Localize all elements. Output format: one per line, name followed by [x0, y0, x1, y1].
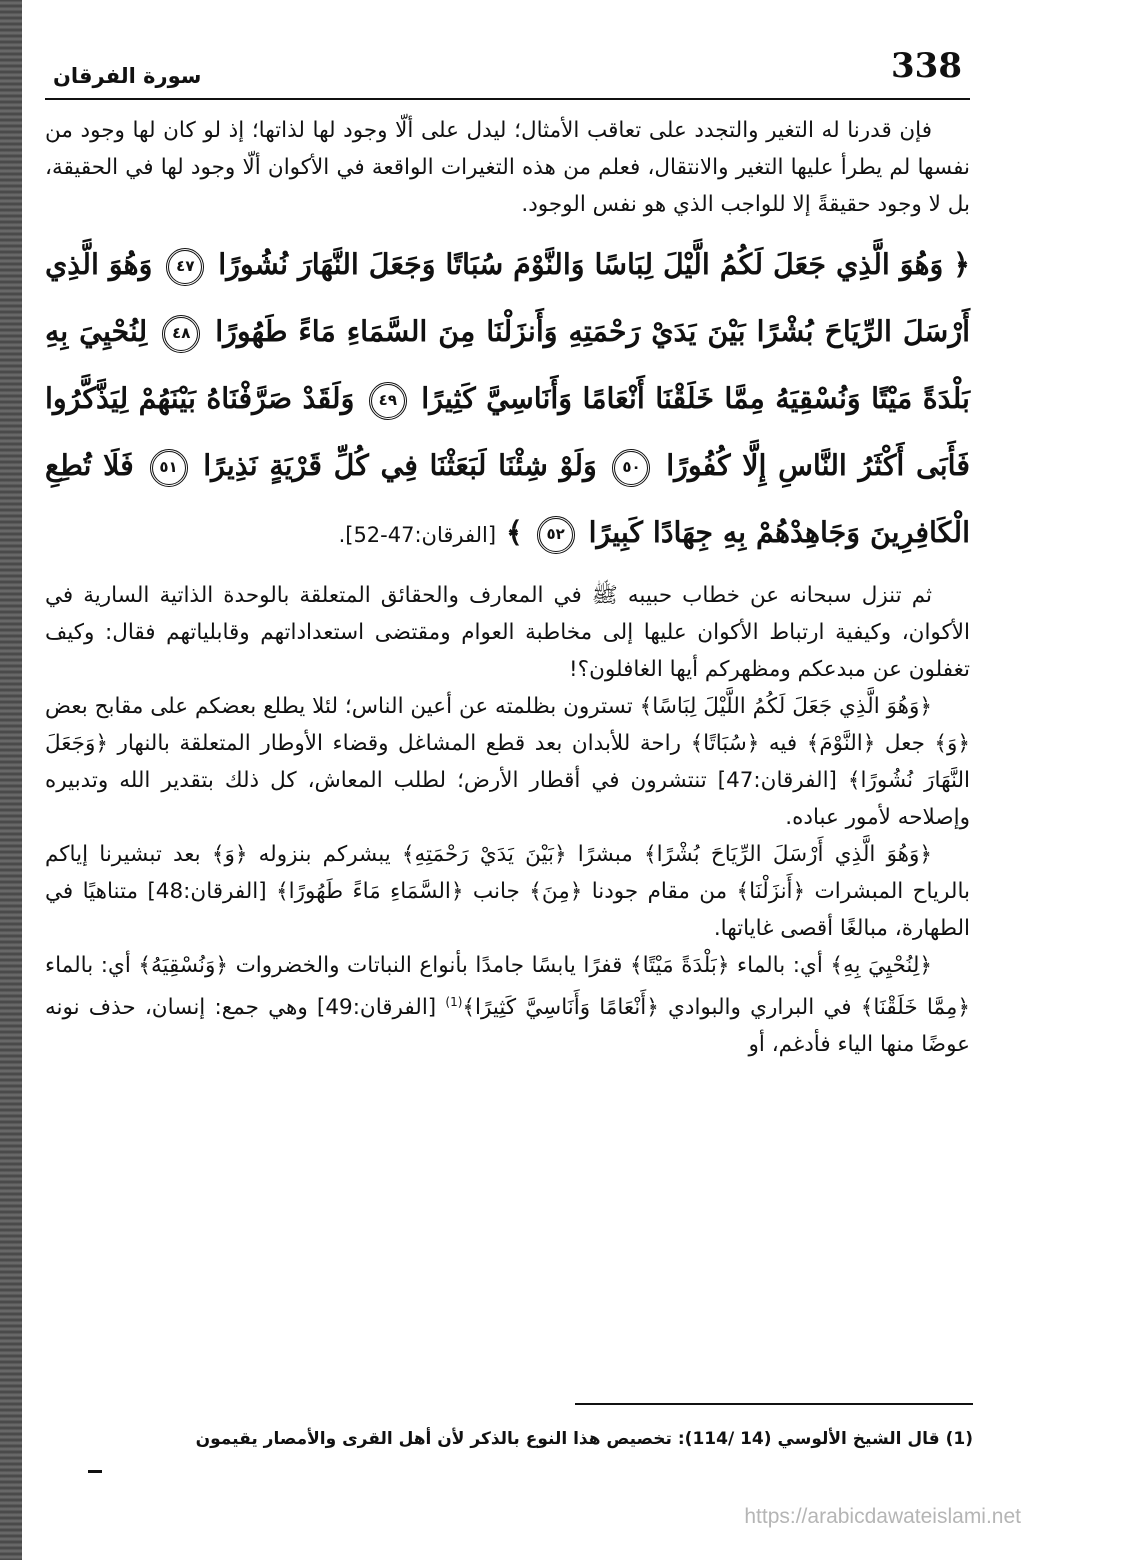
footnote: (1) قال الشيخ الألوسي (14 /114): تخصيص هذا النوع بالذكر لأن أهل القرى والأمصار يقيمون [195, 1429, 973, 1449]
verse-reference: [الفرقان:47-52]. [338, 523, 497, 547]
quran-verses-block [45, 231, 970, 569]
paragraph-text: ﴿لِنُحْيِيَ بِهِ﴾ أي: بالماء ﴿بَلْدَةً مَيْتًا﴾ قفرًا يابسًا جامدًا بأنواع النباتات والخضروات ﴿وَنُسْقِيَهُ﴾ أي: بالماء ﴿مِمَّا خَلَقْنَا﴾ في البراري والبوادي ﴿أَنْعَامًا وَأَنَاسِيَّ كَثِيرًا﴾ [45, 953, 970, 1021]
footnote-divider [575, 1403, 973, 1405]
ayah-number-marker: ٤٨ [162, 315, 200, 353]
paragraph: فإن قدرنا له التغير والتجدد على تعاقب الأمثال؛ ليدل على ألّا وجود لها لذاتها؛ إذ لو كان لها وجود من نفسها لم يطرأ عليها التغير والانتقال، فعلم من هذه التغيرات الواقعة في الأكوان ألّا وجود لها في الحقيقة، بل لا وجود حقيقةً إلا للواجب الذي هو نفس الوجود. [45, 118, 970, 217]
verse-text: وَلَقَدْ صَرَّفْنَاهُ بَيْنَهُمْ لِيَذَّكَّرُوا فَأَبَى أَكْثَرُ النَّاسِ إِلَّا كُفُورًا [45, 381, 970, 482]
scan-edge-shadow [0, 0, 22, 1560]
page-number: 338 [891, 46, 962, 86]
running-title: سورة الفرقان [53, 64, 202, 88]
verse-text: وَهُوَ الَّذِي أَرْسَلَ الرِّيَاحَ بُشْرًا بَيْنَ يَدَيْ رَحْمَتِهِ وَأَنزَلْنَا مِنَ السَّمَاءِ مَاءً طَهُورًا [45, 247, 970, 348]
paragraph [45, 947, 970, 1063]
ayah-number-marker: ٥٠ [612, 449, 650, 487]
page-header [45, 42, 970, 100]
verse-text: لِنُحْيِيَ بِهِ بَلْدَةً مَيْتًا وَنُسْقِيَهُ مِمَّا خَلَقْنَا أَنْعَامًا وَأَنَاسِيَّ كَثِيرًا [45, 314, 970, 415]
verse-text: فَلَا تُطِعِ الْكَافِرِينَ وَجَاهِدْهُمْ بِهِ جِهَادًا كَبِيرًا [45, 448, 970, 549]
verse-text: وَلَوْ شِئْنَا لَبَعَثْنَا فِي كُلِّ قَرْيَةٍ نَذِيرًا [203, 448, 597, 482]
verse-text: وَهُوَ الَّذِي جَعَلَ لَكُمُ الَّيْلَ لِبَاسًا وَالنَّوْمَ سُبَاتًا وَجَعَلَ النَّهَارَ نُشُورًا [218, 247, 944, 281]
ornate-bracket-close: ﴾ [506, 515, 523, 549]
continuation-dash [88, 1470, 102, 1473]
paragraph: ﴿وَهُوَ الَّذِي أَرْسَلَ الرِّيَاحَ بُشْرًا﴾ مبشرًا ﴿بَيْنَ يَدَيْ رَحْمَتِهِ﴾ يبشركم بنزوله ﴿وَ﴾ بعد تبشيرنا إياكم بالرياح المبشرات ﴿أَنزَلْنَا﴾ من مقام جودنا ﴿مِنَ﴾ جانب ﴿السَّمَاءِ مَاءً طَهُورًا﴾ [الفرقان:48] متناهيًا في الطهارة، مبالغًا أقصى غاياتها. [45, 842, 970, 941]
paragraph-text: [الفرقان:49] وهي جمع: إنسان، حذف نونه عوضًا منها الياء فأدغم، أو [45, 995, 970, 1058]
ornate-bracket-open: ﴿ [953, 247, 970, 281]
paragraph: ﴿وَهُوَ الَّذِي جَعَلَ لَكُمُ اللَّيْلَ لِبَاسًا﴾ تسترون بظلمته عن أعين الناس؛ لئلا يطلع بعضكم على مقابح بعض ﴿وَ﴾ جعل ﴿النَّوْمَ﴾ فيه ﴿سُبَاتًا﴾ راحة للأبدان بعد قطع المشاغل وقضاء الأوطار المتعلقة بالنهار ﴿وَجَعَلَ النَّهَارَ نُشُورًا﴾ [الفرقان:47] تنتشرون في أقطار الأرض؛ لطلب المعاش، كل ذلك بتقدير الله وتدبيره وإصلاحه لأمور عباده. [45, 694, 970, 830]
ayah-number-marker: ٥١ [150, 449, 188, 487]
paragraph: ثم تنزل سبحانه عن خطاب حبيبه ﷺ في المعارف والحقائق المتعلقة بالوحدة الذاتية السارية في الأكوان، وكيفية ارتباط الأكوان عليها إلى مخاطبة العوام ومقتضى استعداداتهم وقابلياتهم فقال: وكيف تغفلون عن مبدعكم ومظهركم أيها الغافلون؟! [45, 583, 970, 682]
footnote-marker[interactable]: (1) [445, 995, 463, 1009]
body-text [45, 112, 970, 1063]
ayah-number-marker: ٤٩ [369, 382, 407, 420]
ayah-number-marker: ٥٢ [537, 516, 575, 554]
ayah-number-marker: ٤٧ [166, 248, 204, 286]
watermark-url: https://arabicdawateislami.net [744, 1505, 1021, 1528]
